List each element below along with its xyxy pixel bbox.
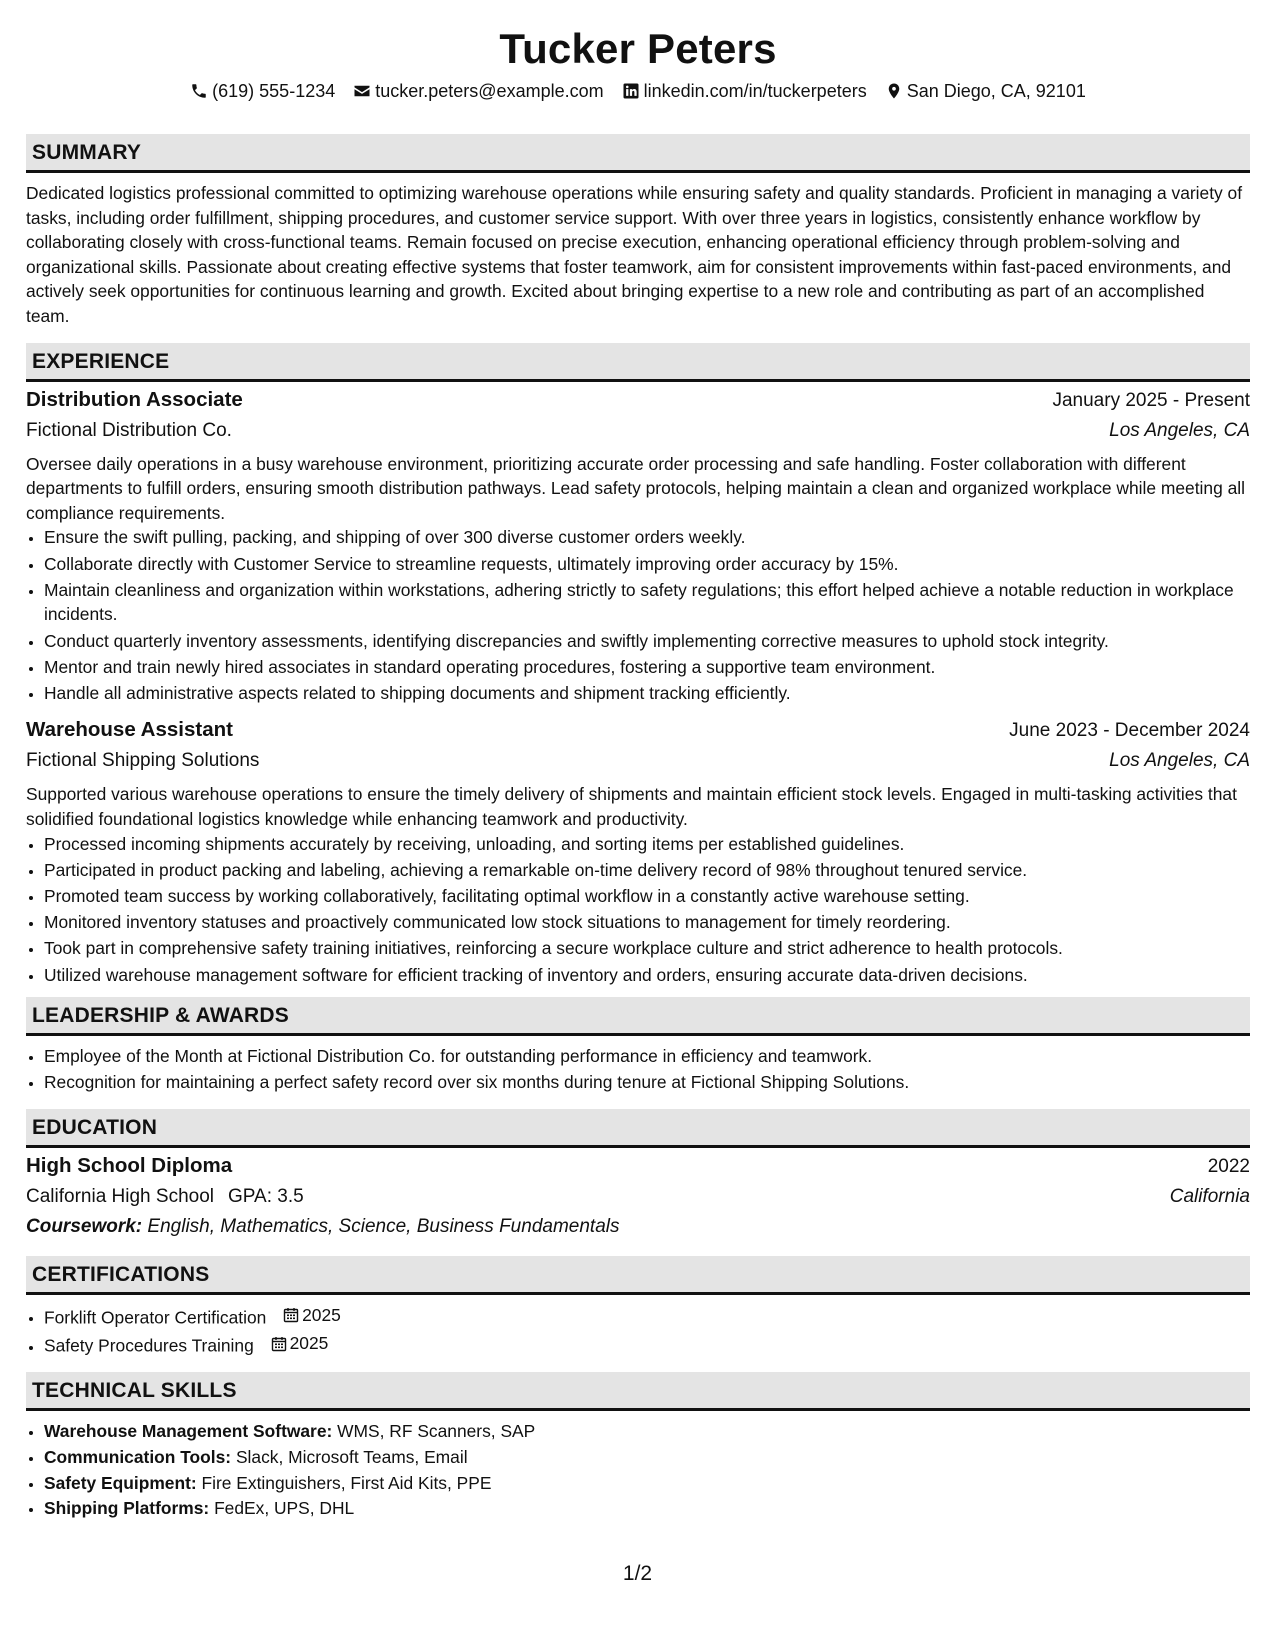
map-pin-icon <box>885 82 903 100</box>
coursework-line <box>26 1212 1250 1242</box>
resume-page <box>26 0 1250 1522</box>
list-item <box>44 1445 1250 1471</box>
list-item: • Took part in comprehensive safety training initiatives, reinforcing a secure workplace culture and strict adherence to health protocols. <box>44 936 1250 961</box>
summary-section <box>26 134 1250 329</box>
section-heading-education: EDUCATION <box>26 1109 1250 1148</box>
job-company: Fictional Shipping Solutions <box>26 750 260 772</box>
list-item: • Employee of the Month at Fictional Distribution Co. for outstanding performance in efficiency and teamwork. <box>44 1044 1250 1069</box>
coursework-label: Coursework: <box>26 1215 143 1237</box>
candidate-name: Tucker Peters <box>499 25 777 72</box>
awards-list <box>26 1044 1250 1095</box>
section-heading-certifications: CERTIFICATIONS <box>26 1256 1250 1295</box>
school-name: California High School <box>26 1185 214 1207</box>
job-description: Supported various warehouse operations to ensure the timely delivery of shipments and maintain efficient stock levels. Engaged in multi-tasking activities that solidified foundational logistics knowledge while enhancing teamwork and productivity. <box>26 784 1237 830</box>
job-company: Fictional Distribution Co. <box>26 419 232 441</box>
list-item <box>44 1303 1250 1330</box>
list-item: • Monitored inventory statuses and proactively communicated low stock situations to management for timely reordering. <box>44 910 1250 935</box>
job-dates: January 2025 - Present <box>1052 389 1250 411</box>
phone-icon <box>190 82 208 100</box>
job-title: Distribution Associate <box>26 387 243 411</box>
linkedin-icon <box>622 82 640 100</box>
contact-location <box>885 81 1086 102</box>
job-location: Los Angeles, CA <box>1109 419 1250 441</box>
list-item <box>44 1471 1250 1497</box>
summary-text: Dedicated logistics professional committed to optimizing warehouse operations while ensuring safety and quality standards. Proficient in managing a variety of tasks, including order fulfillment, shipping procedures, and customer service support. With over three years in logistics, consistently enhance workflow by collaborating closely with cross-functional teams. Remain focused on precise execution, enhancing operational efficiency through problem-solving and organizational skills. Passionate about creating effective systems that foster teamwork, aim for consistent improvements within fast-paced environments, and actively seek opportunities for continuous learning and growth. Excited about bringing expertise to a new role and contributing as part of an accomplished team. <box>26 183 1243 326</box>
certification-year: 2025 <box>302 1304 341 1325</box>
list-item: • Processed incoming shipments accurately by receiving, unloading, and sorting items per established guidelines. <box>44 832 1250 857</box>
list-item <box>44 1496 1250 1522</box>
section-heading-experience: EXPERIENCE <box>26 343 1250 382</box>
graduation-year: 2022 <box>1207 1155 1250 1177</box>
skill-label: Warehouse Management Software: <box>44 1421 333 1442</box>
section-heading-leadership: LEADERSHIP & AWARDS <box>26 997 1250 1036</box>
certification-date <box>271 1331 329 1356</box>
list-item: • Promoted team success by working collaboratively, facilitating optimal workflow in a constantly active warehouse setting. <box>44 884 1250 909</box>
list-item: • Conduct quarterly inventory assessments, identifying discrepancies and swiftly implementing corrective measures to uphold stock integrity. <box>44 629 1250 654</box>
skills-section <box>26 1372 1250 1521</box>
certification-name: Forklift Operator Certification <box>44 1307 267 1328</box>
list-item: • Utilized warehouse management software for efficient tracking of inventory and orders, ensuring accurate data-driven decisions. <box>44 963 1250 988</box>
school-line <box>26 1182 304 1212</box>
phone-text: (619) 555-1234 <box>212 80 336 101</box>
job-entry <box>26 385 1250 706</box>
degree-title: High School Diploma <box>26 1153 233 1177</box>
education-section <box>26 1109 1250 1242</box>
certifications-list <box>26 1303 1250 1358</box>
section-heading-summary: SUMMARY <box>26 134 1250 173</box>
leadership-section <box>26 997 1250 1095</box>
gpa: GPA: 3.5 <box>228 1185 304 1207</box>
list-item <box>44 1419 1250 1445</box>
list-item: • Ensure the swift pulling, packing, and shipping of over 300 diverse customer orders weekly. <box>44 525 1250 550</box>
certifications-section <box>26 1256 1250 1358</box>
envelope-icon <box>353 82 371 100</box>
contact-linkedin[interactable] <box>622 81 867 102</box>
job-location: Los Angeles, CA <box>1109 750 1250 772</box>
skill-value: Fire Extinguishers, First Aid Kits, PPE <box>201 1472 492 1493</box>
job-description: Oversee daily operations in a busy warehouse environment, prioritizing accurate order processing and safe handling. Foster collaboration with different departments to fulfill orders, ensuring smooth distribution pathways. Lead safety protocols, helping maintain a clean and organized workplace while meeting all compliance requirements. <box>26 453 1245 523</box>
experience-section <box>26 343 1250 988</box>
list-item: • Collaborate directly with Customer Service to streamline requests, ultimately improving order accuracy by 15%. <box>44 552 1250 577</box>
job-title: Warehouse Assistant <box>26 718 233 742</box>
page-number: 1/2 <box>622 1562 653 1585</box>
list-item: • Participated in product packing and labeling, achieving a remarkable on-time delivery record of 98% throughout tenured service. <box>44 858 1250 883</box>
contact-email[interactable] <box>353 81 603 102</box>
calendar-icon <box>283 1307 299 1323</box>
skill-label: Safety Equipment: <box>44 1472 197 1493</box>
certification-name: Safety Procedures Training <box>44 1335 254 1356</box>
certification-date <box>283 1303 341 1328</box>
job-entry <box>26 715 1250 987</box>
job-dates: June 2023 - December 2024 <box>1009 720 1250 742</box>
coursework-list: English, Mathematics, Science, Business Fundamentals <box>147 1215 620 1237</box>
section-heading-skills: TECHNICAL SKILLS <box>26 1372 1250 1411</box>
skill-value: WMS, RF Scanners, SAP <box>337 1421 536 1442</box>
list-item: • Mentor and train newly hired associates in standard operating procedures, fostering a supportive team environment. <box>44 655 1250 680</box>
school-location: California <box>1169 1185 1250 1207</box>
contact-bar <box>26 78 1250 104</box>
skill-value: FedEx, UPS, DHL <box>214 1498 355 1519</box>
list-item: • Handle all administrative aspects related to shipping documents and shipment tracking efficiently. <box>44 681 1250 706</box>
contact-phone <box>190 81 335 102</box>
skill-value: Slack, Microsoft Teams, Email <box>235 1446 468 1467</box>
location-text: San Diego, CA, 92101 <box>906 80 1086 101</box>
skill-label: Communication Tools: <box>44 1446 232 1467</box>
job-bullets <box>26 832 1250 988</box>
email-text[interactable]: tucker.peters@example.com <box>375 80 604 101</box>
skill-label: Shipping Platforms: <box>44 1498 210 1519</box>
job-bullets <box>26 525 1250 705</box>
list-item <box>44 1331 1250 1358</box>
linkedin-text[interactable]: linkedin.com/in/tuckerpeters <box>643 80 867 101</box>
skills-list <box>26 1419 1250 1521</box>
list-item: • Maintain cleanliness and organization within workstations, adhering strictly to safety regulations; this effort helped achieve a notable reduction in workplace incidents. <box>44 578 1250 627</box>
calendar-icon <box>271 1336 287 1352</box>
list-item: • Recognition for maintaining a perfect safety record over six months during tenure at Fictional Shipping Solutions. <box>44 1070 1250 1095</box>
certification-year: 2025 <box>289 1333 329 1354</box>
